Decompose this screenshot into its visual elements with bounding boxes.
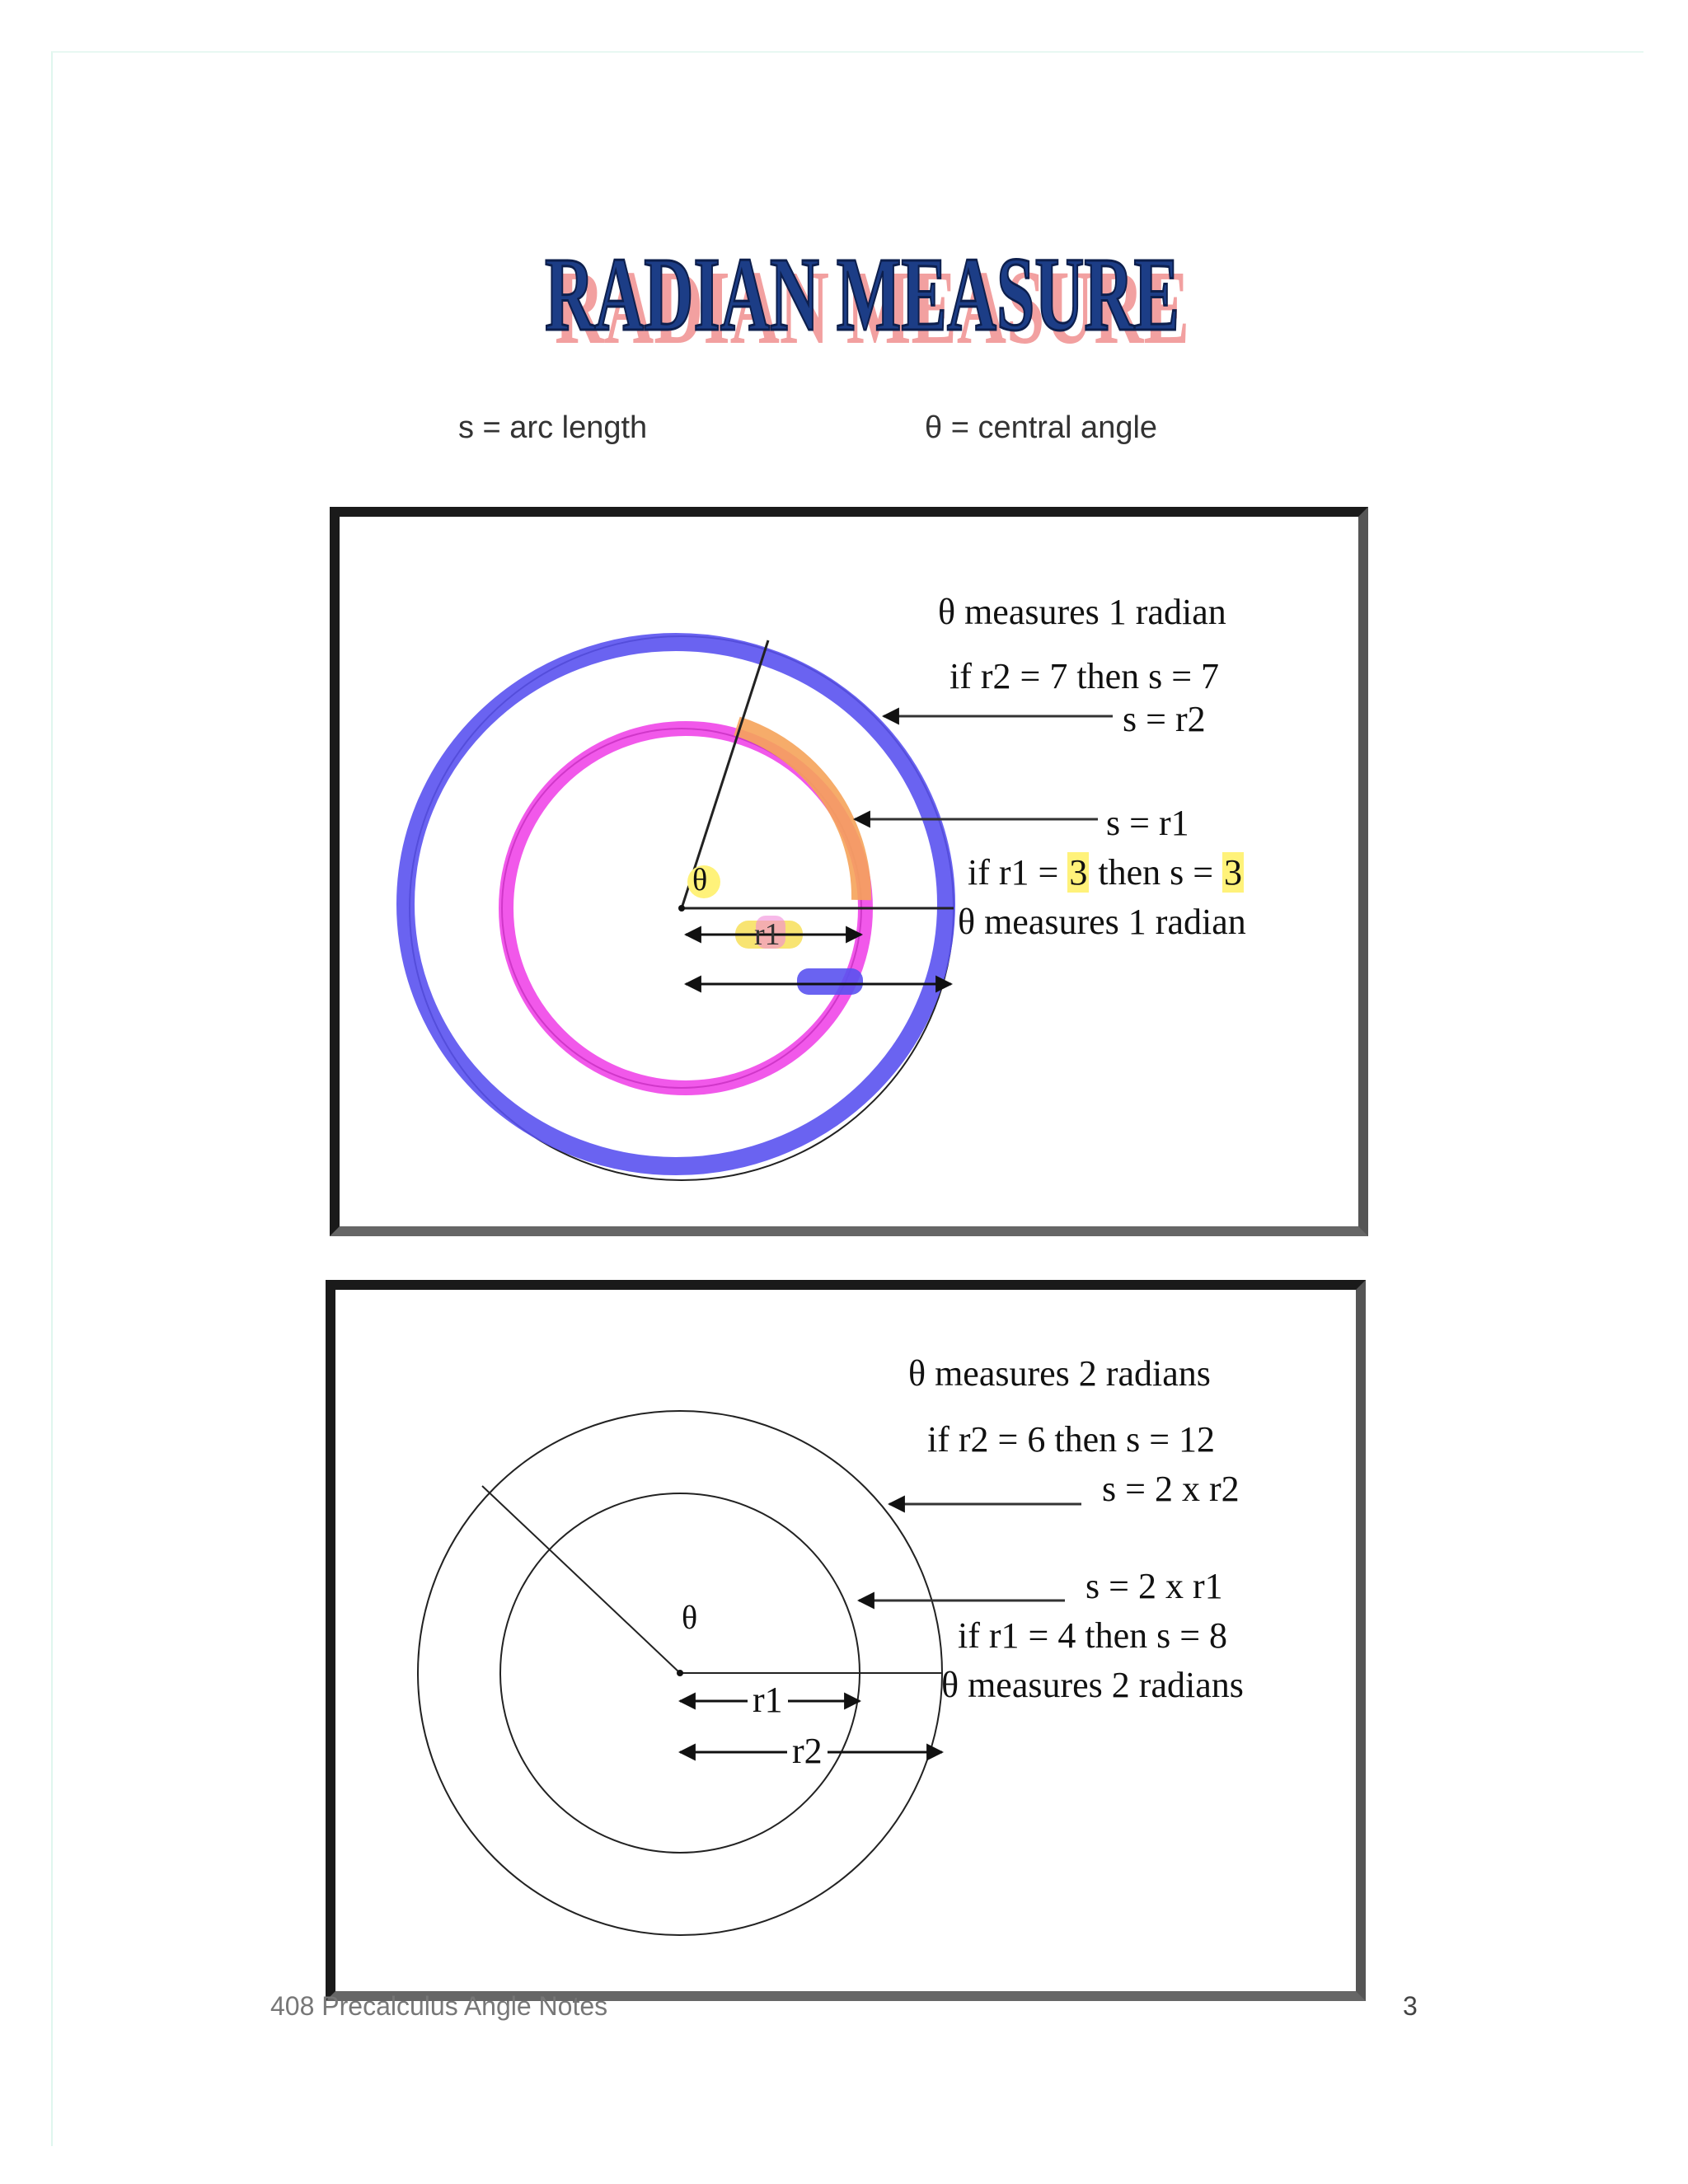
inner-measure: θ measures 1 radian [958,902,1246,942]
highlight-s-value: 3 [1224,852,1243,893]
outer-example: if r2 = 6 then s = 12 [927,1419,1216,1460]
highlight-r1-value: 3 [1069,852,1088,893]
footer-course-title: 408 Precalculus Angle Notes [270,1991,608,2021]
r1-label: r1 [754,917,781,952]
theta-label: θ [682,1599,698,1636]
outer-equation: s = r2 [1123,699,1206,739]
heading-2-radians: θ measures 2 radians [908,1353,1211,1394]
title-text: RADIAN MEASURE [545,236,1179,353]
inner-equation: s = 2 x r1 [1085,1566,1223,1606]
r1-label: r1 [748,1682,788,1718]
r2-label: r2 [787,1733,828,1769]
outer-equation: s = 2 x r2 [1102,1469,1240,1509]
diagram-panel-2-radians [326,1280,1366,2001]
outer-example: if r2 = 7 then s = 7 [950,656,1220,696]
inner-equation: s = r1 [1106,803,1189,843]
theta-label: θ [692,863,708,898]
inner-measure: θ measures 2 radians [941,1665,1244,1705]
diagram-panel-1-radian [330,507,1368,1236]
radius-line-slanted [482,1486,680,1673]
inner-example: if r1 = 3 then s = 3 [968,852,1243,893]
definition-arc-length: s = arc length [458,410,648,445]
arc-s-highlight [737,726,861,900]
svg-text:RADIAN MEASURE: RADIAN MEASURE [555,249,1189,363]
definition-central-angle: θ = central angle [925,410,1158,445]
heading-1-radian: θ measures 1 radian [938,592,1226,632]
footer-page-number: 3 [1403,1991,1418,2021]
title-wordart [528,198,1203,363]
inner-example: if r1 = 4 then s = 8 [958,1615,1228,1656]
